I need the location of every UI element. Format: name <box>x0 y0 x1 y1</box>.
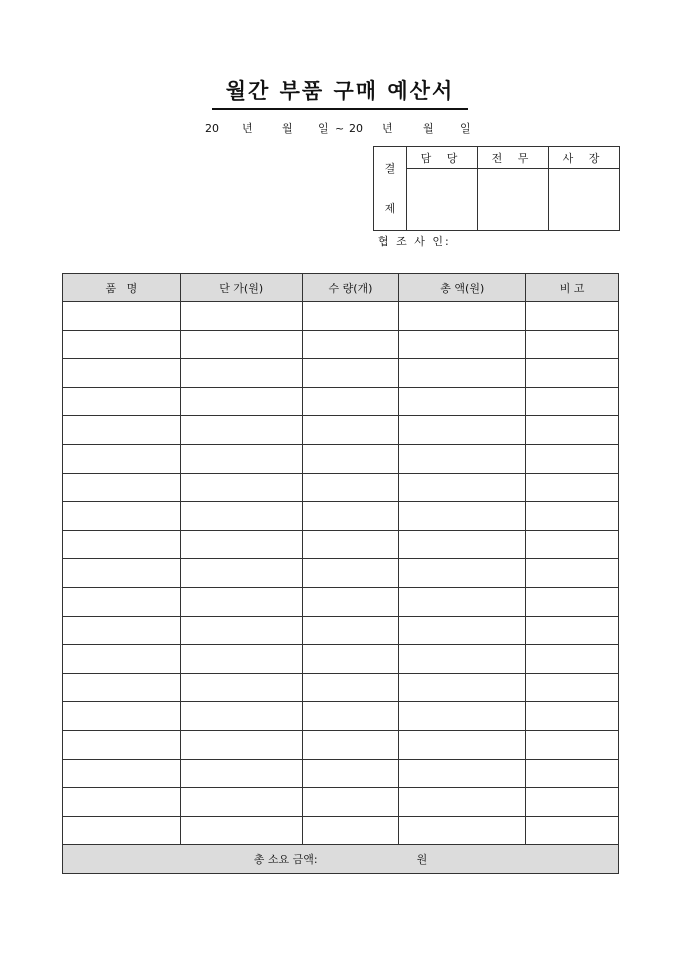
period-separator: ~ <box>335 122 345 135</box>
item-name-cell[interactable] <box>63 473 181 502</box>
total-cell <box>63 845 619 874</box>
remarks-cell[interactable] <box>526 302 619 331</box>
table-row <box>63 673 619 702</box>
table-row <box>63 616 619 645</box>
remarks-cell[interactable] <box>526 587 619 616</box>
remarks-cell[interactable] <box>526 673 619 702</box>
total-amount-cell[interactable] <box>399 330 526 359</box>
unit-price-cell[interactable] <box>180 673 302 702</box>
quantity-cell[interactable] <box>302 816 399 845</box>
total-label: 총 소요 금액: <box>253 853 318 867</box>
quantity-cell[interactable] <box>302 530 399 559</box>
item-name-cell[interactable] <box>63 616 181 645</box>
unit-price-cell[interactable] <box>180 587 302 616</box>
item-name-cell[interactable] <box>63 759 181 788</box>
total-amount-cell[interactable] <box>399 530 526 559</box>
remarks-cell[interactable] <box>526 702 619 731</box>
unit-price-cell[interactable] <box>180 816 302 845</box>
unit-price-cell[interactable] <box>180 444 302 473</box>
total-amount-cell[interactable] <box>399 816 526 845</box>
unit-price-cell[interactable] <box>180 759 302 788</box>
remarks-cell[interactable] <box>526 616 619 645</box>
total-amount-cell[interactable] <box>399 387 526 416</box>
item-name-cell[interactable] <box>63 702 181 731</box>
total-amount-cell[interactable] <box>399 559 526 588</box>
remarks-cell[interactable] <box>526 530 619 559</box>
start-year: 20 <box>205 122 219 135</box>
end-year: 20 <box>349 122 363 135</box>
item-name-cell[interactable] <box>63 387 181 416</box>
header-item-name: 품 명 <box>63 274 181 302</box>
total-amount-cell[interactable] <box>399 444 526 473</box>
remarks-cell[interactable] <box>526 444 619 473</box>
approval-header-manager: 담 당 <box>407 147 478 169</box>
currency-unit: 원 <box>416 853 428 867</box>
quantity-cell[interactable] <box>302 616 399 645</box>
unit-price-cell[interactable] <box>180 530 302 559</box>
remarks-cell[interactable] <box>526 330 619 359</box>
end-month-unit: 월 <box>423 122 434 135</box>
unit-price-cell[interactable] <box>180 473 302 502</box>
end-day-unit: 일 <box>460 122 471 135</box>
total-amount-cell[interactable] <box>399 759 526 788</box>
unit-price-cell[interactable] <box>180 559 302 588</box>
unit-price-cell[interactable] <box>180 788 302 817</box>
remarks-cell[interactable] <box>526 473 619 502</box>
quantity-cell[interactable] <box>302 788 399 817</box>
approval-row-label <box>374 147 407 231</box>
item-name-cell[interactable] <box>63 816 181 845</box>
table-row <box>63 645 619 674</box>
item-name-cell[interactable] <box>63 645 181 674</box>
start-year-unit: 년 <box>242 122 253 135</box>
start-day-unit: 일 <box>318 122 329 135</box>
item-name-cell[interactable] <box>63 502 181 531</box>
item-name-cell[interactable] <box>63 359 181 388</box>
remarks-cell[interactable] <box>526 816 619 845</box>
quantity-cell[interactable] <box>302 302 399 331</box>
unit-price-cell[interactable] <box>180 416 302 445</box>
quantity-cell[interactable] <box>302 502 399 531</box>
item-name-cell[interactable] <box>63 559 181 588</box>
quantity-cell[interactable] <box>302 645 399 674</box>
approval-sign-director[interactable] <box>478 169 549 231</box>
table-header-row <box>63 274 619 302</box>
table-row <box>63 759 619 788</box>
total-amount-cell[interactable] <box>399 473 526 502</box>
remarks-cell[interactable] <box>526 502 619 531</box>
approval-sign-president[interactable] <box>549 169 620 231</box>
unit-price-cell[interactable] <box>180 330 302 359</box>
header-total-amount: 총 액(원) <box>399 274 526 302</box>
end-year-unit: 년 <box>382 122 393 135</box>
table-row <box>63 444 619 473</box>
remarks-cell[interactable] <box>526 730 619 759</box>
remarks-cell[interactable] <box>526 645 619 674</box>
quantity-cell[interactable] <box>302 759 399 788</box>
table-row <box>63 359 619 388</box>
unit-price-cell[interactable] <box>180 359 302 388</box>
table-row <box>63 702 619 731</box>
header-remarks: 비 고 <box>526 274 619 302</box>
quantity-cell[interactable] <box>302 730 399 759</box>
unit-price-cell[interactable] <box>180 645 302 674</box>
quantity-cell[interactable] <box>302 473 399 502</box>
item-name-cell[interactable] <box>63 416 181 445</box>
unit-price-cell[interactable] <box>180 302 302 331</box>
table-row <box>63 387 619 416</box>
quantity-cell[interactable] <box>302 702 399 731</box>
total-amount-cell[interactable] <box>399 673 526 702</box>
remarks-cell[interactable] <box>526 359 619 388</box>
cooperation-signature-label: 협 조 사 인: <box>378 235 451 248</box>
quantity-cell[interactable] <box>302 416 399 445</box>
remarks-cell[interactable] <box>526 387 619 416</box>
unit-price-cell[interactable] <box>180 702 302 731</box>
remarks-cell[interactable] <box>526 788 619 817</box>
table-row <box>63 416 619 445</box>
total-amount-cell[interactable] <box>399 730 526 759</box>
period-line <box>205 120 485 138</box>
table-footer-row <box>63 845 619 874</box>
approval-header-director: 전 무 <box>478 147 549 169</box>
start-month-unit: 월 <box>282 122 293 135</box>
item-name-cell[interactable] <box>63 530 181 559</box>
item-name-cell[interactable] <box>63 788 181 817</box>
quantity-cell[interactable] <box>302 559 399 588</box>
total-amount-cell[interactable] <box>399 587 526 616</box>
quantity-cell[interactable] <box>302 673 399 702</box>
item-name-cell[interactable] <box>63 730 181 759</box>
unit-price-cell[interactable] <box>180 730 302 759</box>
total-amount-cell[interactable] <box>399 616 526 645</box>
table-row <box>63 473 619 502</box>
table-row <box>63 730 619 759</box>
table-row <box>63 530 619 559</box>
remarks-cell[interactable] <box>526 559 619 588</box>
item-name-cell[interactable] <box>63 587 181 616</box>
table-row <box>63 587 619 616</box>
total-amount-cell[interactable] <box>399 788 526 817</box>
total-amount-cell[interactable] <box>399 416 526 445</box>
approval-label-2: 제 <box>384 201 396 215</box>
total-amount-cell[interactable] <box>399 645 526 674</box>
approval-header-president: 사 장 <box>549 147 620 169</box>
table-row <box>63 302 619 331</box>
quantity-cell[interactable] <box>302 444 399 473</box>
unit-price-cell[interactable] <box>180 387 302 416</box>
total-amount-cell[interactable] <box>399 502 526 531</box>
total-amount-cell[interactable] <box>399 359 526 388</box>
table-row <box>63 559 619 588</box>
item-name-cell[interactable] <box>63 330 181 359</box>
table-row <box>63 330 619 359</box>
header-unit-price: 단 가(원) <box>180 274 302 302</box>
quantity-cell[interactable] <box>302 359 399 388</box>
approval-label-1: 결 <box>384 161 396 175</box>
quantity-cell[interactable] <box>302 330 399 359</box>
header-quantity: 수 량(개) <box>302 274 399 302</box>
remarks-cell[interactable] <box>526 759 619 788</box>
table-row <box>63 502 619 531</box>
budget-table <box>62 273 619 874</box>
document-title: 월간 부품 구매 예산서 <box>212 76 468 110</box>
remarks-cell[interactable] <box>526 416 619 445</box>
total-amount-cell[interactable] <box>399 302 526 331</box>
table-row <box>63 788 619 817</box>
table-row <box>63 816 619 845</box>
item-name-cell[interactable] <box>63 673 181 702</box>
total-amount-cell[interactable] <box>399 702 526 731</box>
quantity-cell[interactable] <box>302 387 399 416</box>
unit-price-cell[interactable] <box>180 502 302 531</box>
unit-price-cell[interactable] <box>180 616 302 645</box>
approval-box <box>373 146 620 231</box>
approval-sign-manager[interactable] <box>407 169 478 231</box>
item-name-cell[interactable] <box>63 444 181 473</box>
item-name-cell[interactable] <box>63 302 181 331</box>
quantity-cell[interactable] <box>302 587 399 616</box>
